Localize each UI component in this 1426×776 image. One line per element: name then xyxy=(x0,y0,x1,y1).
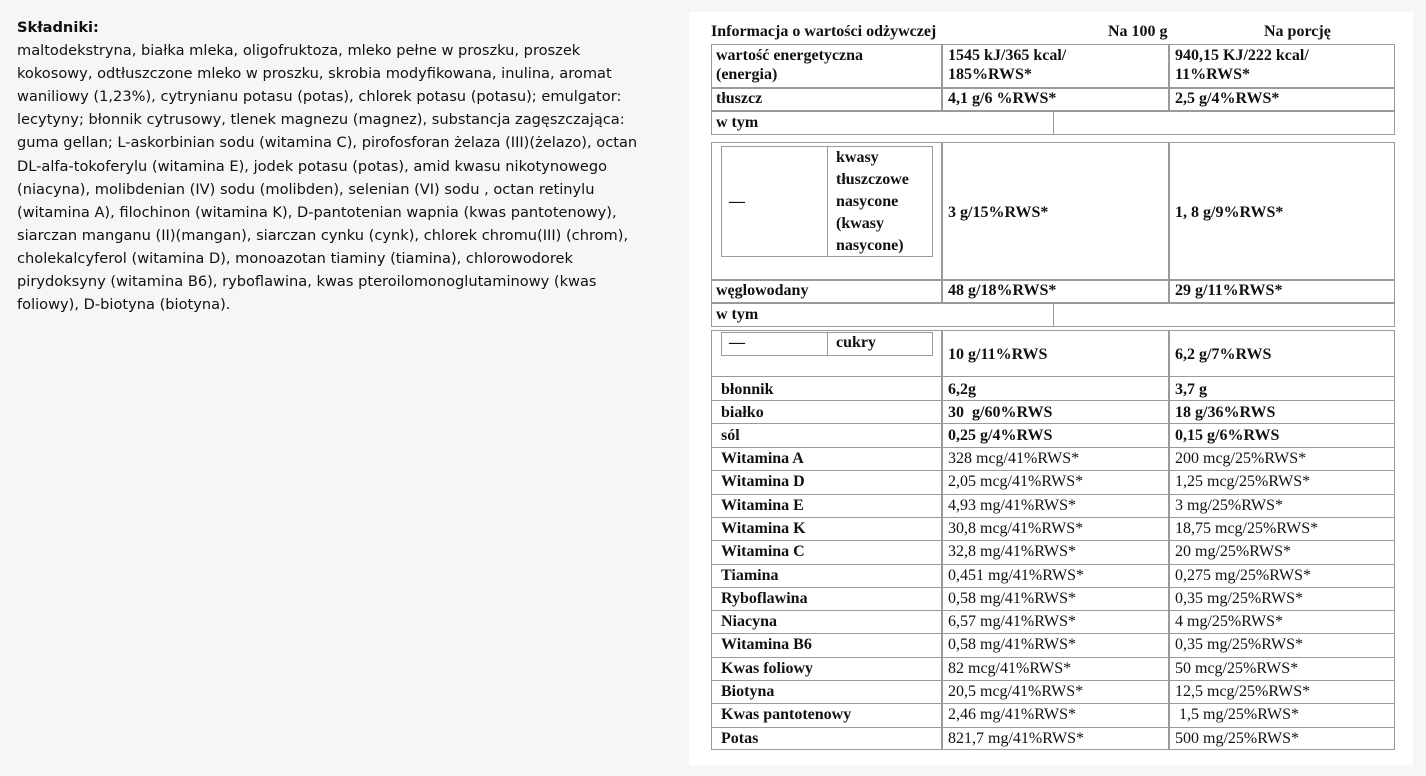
fiber-serving-value: 3,7 g xyxy=(1175,381,1207,398)
vitamin-row-divider xyxy=(711,610,1395,611)
sugars-serving-value: 6,2 g/7%RWS xyxy=(1175,346,1272,363)
vitamin-label: Witamina B6 xyxy=(721,636,812,654)
vitamin-label: Ryboflawina xyxy=(721,589,808,607)
vitamin-100g-value: 0,451 mg/41%RWS* xyxy=(948,566,1085,584)
vitamin-row-divider xyxy=(711,727,1395,728)
ingredients-heading: Składniki: xyxy=(17,19,99,36)
vitamin-100g-value: 32,8 mg/41%RWS* xyxy=(948,543,1077,561)
vitamin-serving-value: 12,5 mcg/25%RWS* xyxy=(1175,683,1311,700)
vitamin-serving-value: 200 mcg/25%RWS* xyxy=(1175,450,1307,467)
energy-label: wartość energetyczna xyxy=(716,47,864,64)
vitamin-label: Niacyna xyxy=(721,613,777,631)
vitamin-100g-value: 328 mcg/41%RWS* xyxy=(948,450,1080,467)
header-per-serving: Na porcję xyxy=(1264,23,1331,40)
sat-100g-value: 3 g/15%RWS* xyxy=(948,204,1049,221)
carbs-label: węglowodany xyxy=(716,282,809,299)
salt-label: sól xyxy=(721,427,740,444)
vitamin-row-divider xyxy=(711,680,1395,681)
vitamin-row-divider xyxy=(711,494,1395,495)
vitamin-100g-value: 0,58 mg/41%RWS* xyxy=(948,589,1077,607)
vitamin-100g-value: 2,05 mcg/41%RWS* xyxy=(948,473,1084,491)
vitamin-label: Witamina E xyxy=(721,496,804,514)
sugars-inner-divider xyxy=(827,333,828,355)
vitamin-serving-value: 18,75 mcg/25%RWS* xyxy=(1175,519,1319,537)
table-title: Informacja o wartości odżywczej xyxy=(711,23,937,40)
vitamin-serving-value: 1,25 mcg/25%RWS* xyxy=(1175,473,1311,491)
vitamin-serving-value: 0,35 mg/25%RWS* xyxy=(1175,589,1304,607)
vitamin-row-divider xyxy=(711,633,1395,634)
vitamin-row-divider xyxy=(711,470,1395,471)
energy-serving-value: 940,15 KJ/222 kcal/ xyxy=(1175,47,1309,64)
energy-label-sub: (energia) xyxy=(716,66,778,83)
energy-100g-value: 1545 kJ/365 kcal/ xyxy=(948,47,1067,64)
vitamin-row-divider xyxy=(711,587,1395,588)
carbs-serving-value: 29 g/11%RWS* xyxy=(1175,282,1283,299)
sugars-dash: — xyxy=(729,334,745,351)
energy-serving-rws: 11%RWS* xyxy=(1175,66,1251,83)
fiber-100g-value: 6,2g xyxy=(948,381,976,398)
vitamin-serving-value: 0,275 mg/25%RWS* xyxy=(1175,566,1312,584)
of-which-label-2: w tym xyxy=(716,306,759,323)
vitamin-100g-value: 2,46 mg/41%RWS* xyxy=(948,706,1077,724)
sat-label-4: (kwasy xyxy=(836,215,885,232)
vitamin-label: Biotyna xyxy=(721,683,775,700)
sugars-100g-value: 10 g/11%RWS xyxy=(948,346,1048,363)
sat-dash: — xyxy=(729,193,745,210)
vitamin-100g-value: 0,58 mg/41%RWS* xyxy=(948,636,1077,654)
sat-label-3: nasycone xyxy=(836,193,899,210)
sat-inner-divider xyxy=(827,147,828,256)
vitamin-row-divider xyxy=(711,517,1395,518)
sat-label-2: tłuszczowe xyxy=(836,171,909,188)
vitamin-label: Witamina A xyxy=(721,450,804,467)
protein-100g-value: 30 g/60%RWS xyxy=(948,404,1053,421)
header-per-100g: Na 100 g xyxy=(1108,23,1168,40)
vitamin-label: Witamina D xyxy=(721,473,805,491)
vitamin-row-divider xyxy=(711,657,1395,658)
vitamin-serving-value: 500 mg/25%RWS* xyxy=(1175,729,1300,747)
protein-serving-value: 18 g/36%RWS xyxy=(1175,404,1276,421)
of-which-label-1: w tym xyxy=(716,114,759,131)
vitamin-100g-value: 30,8 mcg/41%RWS* xyxy=(948,519,1084,537)
vitamin-serving-value: 1,5 mg/25%RWS* xyxy=(1175,706,1300,724)
vitamin-100g-value: 821,7 mg/41%RWS* xyxy=(948,729,1085,747)
sat-label-5: nasycone) xyxy=(836,237,904,254)
nutrition-panel xyxy=(689,12,1413,765)
vitamin-100g-value: 20,5 mcg/41%RWS* xyxy=(948,683,1084,700)
ingredients-text: maltodekstryna, białka mleka, oligofruktoza, mleko pełne w proszku, proszek kokosowy, odtłuszczone mleko w proszku, skrobia modyfikowana, inulina, aromat waniliowy (1,23%), cytrynianu potasu (potas), chlorek potasu (potasu); emulgator: lecytyny; błonnik cytrusowy, tlenek magnezu (magnez), substancja zagęszczająca: guma gellan; L-askorbinian sodu (witamina C), pirofosforan żelaza (III)(żelazo), octan DL-alfa-tokoferylu (witamina E), jodek potasu (potas), amid kwasu nikotynowego (niacyna), molibdenian (IV) sodu (molibden), selenian (VI) sodu , octan retinylu (witamina A), filochinon (witamina K), D-pantotenian wapnia (kwas pantotenowy), siarczan manganu (II)(mangan), siarczan cynku (cynk), chlorek chromu(III) (chrom), cholekalcyferol (witamina D), monoazotan tiaminy (tiamina), chlorowodorek pirydoksyny (witamina B6), ryboflawina, kwas pteroilomonoglutaminowy (kwas foliowy), D-biotyna (biotyna). xyxy=(17,42,638,314)
fat-label: tłuszcz xyxy=(716,90,763,107)
vitamin-100g-value: 4,93 mg/41%RWS* xyxy=(948,496,1077,514)
ingredients-section xyxy=(17,16,657,316)
vitamin-serving-value: 0,35 mg/25%RWS* xyxy=(1175,636,1304,654)
of-which-divider-2 xyxy=(1053,304,1054,326)
row-divider-protein xyxy=(711,400,1395,401)
fat-serving-value: 2,5 g/4%RWS* xyxy=(1175,90,1280,107)
vitamin-label: Potas xyxy=(721,729,759,747)
vitamin-row-divider xyxy=(711,703,1395,704)
vitamin-label: Witamina K xyxy=(721,519,806,537)
row-divider-salt xyxy=(711,423,1395,424)
vitamin-serving-value: 3 mg/25%RWS* xyxy=(1175,496,1284,514)
vitamin-100g-value: 82 mcg/41%RWS* xyxy=(948,659,1072,677)
carbs-100g-value: 48 g/18%RWS* xyxy=(948,282,1057,299)
sugars-label: cukry xyxy=(836,334,876,351)
vitamin-row-divider xyxy=(711,540,1395,541)
vitamin-label: Tiamina xyxy=(721,566,779,584)
vitamin-serving-value: 50 mcg/25%RWS* xyxy=(1175,659,1299,677)
sat-label-1: kwasy xyxy=(836,149,879,166)
energy-100g-rws: 185%RWS* xyxy=(948,66,1032,83)
of-which-divider-1 xyxy=(1053,112,1054,134)
vitamin-label: Kwas pantotenowy xyxy=(721,706,852,724)
vitamin-row-divider xyxy=(711,564,1395,565)
vitamin-label: Witamina C xyxy=(721,543,805,561)
salt-100g-value: 0,25 g/4%RWS xyxy=(948,427,1053,444)
vitamin-label: Kwas foliowy xyxy=(721,659,813,677)
vitamin-100g-value: 6,57 mg/41%RWS* xyxy=(948,613,1077,631)
salt-serving-value: 0,15 g/6%RWS xyxy=(1175,427,1280,444)
sat-serving-value: 1, 8 g/9%RWS* xyxy=(1175,204,1284,221)
protein-label: białko xyxy=(721,404,764,421)
vitamin-serving-value: 4 mg/25%RWS* xyxy=(1175,613,1284,631)
vitamin-serving-value: 20 mg/25%RWS* xyxy=(1175,543,1292,561)
fat-100g-value: 4,1 g/6 %RWS* xyxy=(948,90,1057,107)
fiber-label: błonnik xyxy=(721,381,774,398)
